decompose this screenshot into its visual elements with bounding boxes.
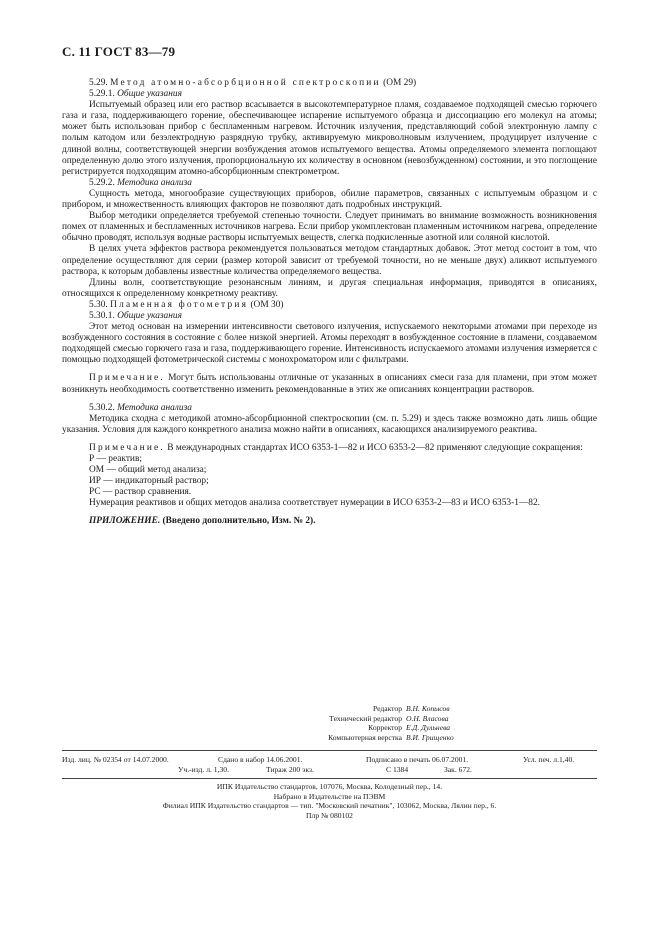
divider <box>62 750 597 751</box>
paragraph: Длины волн, соответствующие резонансным линиям, и другая специальная информация, приводятся в описаниях, относящихся к определенному конкретному реактиву. <box>62 277 597 299</box>
imprint-run: Тираж 200 экз. <box>266 765 314 774</box>
publisher-line: ИПК Издательство стандартов, 107076, Москва, Колодезный пер., 14. <box>216 782 443 791</box>
paragraph: В целях учета эффектов раствора рекомендуется пользоваться методом стандартных добавок. Этот метод состоит в том, что определение осуществляют для серии (размер которой зависит от требуемой точности, но не меньше двух) аликвот испытуемого раствора, к которым добавлены известные количества определяемого вещества. <box>62 244 597 277</box>
document-body <box>62 78 597 528</box>
subsection-5-29-1-heading: 5.29.1. Общие указания <box>89 89 182 100</box>
imprint-licence: Изд. лиц. № 02354 от 14.07.2000. <box>62 755 169 764</box>
section-5-29-heading: 5.29. Метод атомно-абсорбционной спектроскопии (ОМ 29) <box>89 78 417 88</box>
subsection-5-30-2-heading: 5.30.2. Методика анализа <box>89 402 192 413</box>
note: Примечание. Могут быть использованы отличные от указанных в описаниях смеси газа для пламени, при этом может возникнуть необходимость соответственно изменить рекомендованные в этих же описаниях концентрации растворов. <box>62 373 597 395</box>
editorial-credits <box>240 704 454 742</box>
page-header: С. 11 ГОСТ 83—79 <box>62 44 176 59</box>
abbreviation-item: ОМ — общий метод анализа; <box>89 465 207 476</box>
credit-row: Корректор Е.Д. Дульнева <box>368 723 451 733</box>
imprint-print-sheets: Усл. печ. л.1,40. <box>523 755 575 764</box>
paragraph: Испытуемый образец или его раствор всасывается в высокотемпературное пламя, создаваемое подходящей смесью горючего газа и газа, поддерживающего горение, обеспечивающее испарение испытуемого образца и диссоциацию его молекул на атомы; может быть использован прибор с беспламенным нагревом. Источник излучения, представляющий собой электронную лампу с полым катодом или безэлектродную разрядную трубку, активируемую микроволновым излучением, продуцирует излучение с длиной волны, соответствующей энергии возбуждения атомов испытуемого вещества. Атомы определяемого элемента поглощают определенную долю этого излучения, пропорциональную их количеству в основном (невозбужденном) состоянии, и это поглощение регистрируется подходящим атомно-абсорбционным спектрометром. <box>62 100 597 177</box>
imprint-print-date: Подписано в печать 06.07.2001. <box>366 755 469 764</box>
branch-line: Филиал ИПК Издательство стандартов — тип. "Московский печатник", 103062, Москва, Лялин пер., 6. <box>162 801 497 811</box>
paragraph: Сущность метода, многообразие существующих приборов, обилие параметров, связанных с испытуемым образцом и с прибором, и множественность влияющих факторов не позволяют дать подробных инструкций. <box>62 188 597 211</box>
typeset-line: Набрано в Издательстве на ПЭВМ <box>273 791 386 801</box>
paragraph: Нумерация реактивов и общих методов анализа соответствует нумерации в ИСО 6353-2—83 и ИСО 6353-1—82. <box>89 498 540 509</box>
paragraph: Этот метод основан на измерении интенсивности светового излучения, испускаемого некоторыми атомами при переходе из возбужденного состояния в состояние с более низкой энергией. Атомы переходят в возбужденное состояние в пламени, создаваемом подходящей смесью горючего газа и газа, поддерживающего горение. Интенсивность испускаемого атомами излучения измеряется с помощью подходящей фотометрической системы с монохроматором или с фильтрами. <box>62 322 597 366</box>
imprint-set-date: Сдано в набор 14.06.2001. <box>218 755 303 764</box>
credit-row: Редактор В.Н. Копысов <box>372 704 450 713</box>
credit-row: Технический редактор О.Н. Власова <box>329 713 449 723</box>
paragraph: Выбор методики определяется требуемой степенью точности. Следует принимать во внимание возможность возникновения помех от пламенных и беспламенных источников нагрева. Если прибор укомплектован пламенным источником нагрева, определение обычно проводят, используя водные растворы испытуемых веществ, слегка подкисленные азотной или соляной кислотой. <box>62 211 597 244</box>
imprint-order-c: С 1384 <box>386 765 409 774</box>
publisher-info <box>62 782 597 820</box>
paragraph: Методика сходна с методикой атомно-абсорбционной спектроскопии (см. п. 5.29) и здесь также возможно дать лишь общие указания. Условия для каждого конкретного анализа можно найти в описаниях, касающихся анализируемого реактива. <box>62 413 597 435</box>
subsection-5-30-1-heading: 5.30.1. Общие указания <box>89 310 182 321</box>
appendix-note: ПРИЛОЖЕНИЕ. (Введено дополнительно, Изм. № 2). <box>89 516 316 527</box>
divider <box>62 778 597 779</box>
final-note: Примечание. В международных стандартах ИСО 6353-1—82 и ИСО 6353-2—82 применяют следующие сокращения: <box>89 442 583 453</box>
section-5-30-heading: 5.30. Пламенная фотометрия (ОМ 30) <box>89 299 284 310</box>
imprint-pub-sheets: Уч.-изд. л. 1,30. <box>178 765 229 774</box>
abbreviation-item: Р — реактив; <box>89 454 142 464</box>
imprint-order: Зак. 672. <box>444 765 472 774</box>
credit-row: Компьютерная верстка В.И. Грищенко <box>328 732 454 742</box>
subsection-5-29-2-heading: 5.29.2. Методика анализа <box>89 177 192 188</box>
abbreviation-item: РС — раствор сравнения. <box>89 487 192 498</box>
abbreviation-item: ИР — индикаторный раствор; <box>89 476 209 487</box>
plr-line: Плр № 080102 <box>306 810 353 820</box>
